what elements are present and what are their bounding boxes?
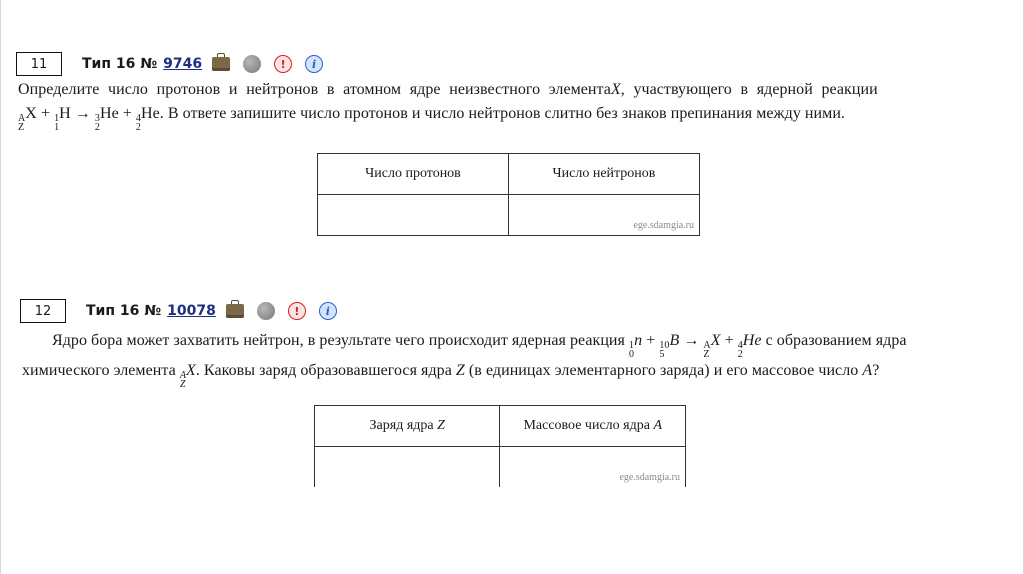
column-header: Число нейтронов <box>508 154 699 195</box>
problem-text <box>18 78 1008 132</box>
warning-icon[interactable]: ! <box>288 302 306 320</box>
problem-header <box>16 52 336 76</box>
plus-sign: + <box>118 105 136 122</box>
problem-number: 12 <box>20 299 66 323</box>
text-line: . Каковы заряд образовавшегося ядра <box>195 362 452 379</box>
warning-icon[interactable]: ! <box>274 55 292 73</box>
plus-sign: + <box>642 332 660 349</box>
gray-circle-icon[interactable] <box>243 55 261 73</box>
text-line: с образованием ядра <box>761 332 907 349</box>
text-line: Определите число протонов и нейтронов в атомном ядре неизвестного элемента <box>18 81 611 98</box>
nuclide: A Z X <box>703 332 721 360</box>
info-icon[interactable]: i <box>319 302 337 320</box>
arrow: → <box>70 105 95 122</box>
answer-cell[interactable] <box>508 195 699 236</box>
problem-text <box>22 329 992 389</box>
text-line: . В ответе запишите число протонов и число нейтронов слитно без знаков препинания между ними. <box>159 105 845 122</box>
nuclide: A Z X <box>179 362 196 390</box>
text-line: химического элемента <box>22 362 176 379</box>
text-line: , участвующего в ядерной реакции <box>620 81 878 98</box>
var-a: A <box>862 362 873 379</box>
answer-cell[interactable] <box>500 447 686 488</box>
text-line: (в единицах элементарного заряда) и его массовое число <box>468 362 859 379</box>
var-z: Z <box>455 362 465 379</box>
nuclide: 1 1 H <box>54 105 71 133</box>
nuclide: 4 2 He <box>135 105 160 133</box>
text-line: Ядро бора может захватить нейтрон, в результате чего происходит ядерная реакция <box>52 332 625 349</box>
watermark: ege.sdamgia.ru <box>619 472 680 483</box>
arrow: → <box>679 332 704 349</box>
problem-header <box>20 299 350 323</box>
watermark: ege.sdamgia.ru <box>633 220 694 231</box>
plus-sign: + <box>720 332 738 349</box>
problem-number: 11 <box>16 52 62 76</box>
info-icon[interactable]: i <box>305 55 323 73</box>
briefcase-icon[interactable] <box>226 302 244 320</box>
problem-type: Тип 16 № <box>82 56 158 72</box>
answer-table <box>314 405 686 487</box>
answer-cell[interactable] <box>315 447 500 488</box>
nuclide: 10 5 B <box>659 332 680 360</box>
problem-type: Тип 16 № <box>86 303 162 319</box>
column-header: Заряд ядра Z <box>315 406 500 447</box>
briefcase-icon[interactable] <box>212 55 230 73</box>
nuclide: A Z X <box>18 105 37 133</box>
nuclide: 4 2 He <box>737 332 762 360</box>
column-header: Число протонов <box>318 154 509 195</box>
text-line: ? <box>872 362 880 379</box>
plus-sign: + <box>36 105 55 122</box>
var-x: X <box>610 81 621 98</box>
problem-id-link[interactable]: 9746 <box>163 56 203 72</box>
problem-id-link[interactable]: 10078 <box>167 303 216 319</box>
column-header: Массовое число ядра A <box>500 406 686 447</box>
answer-table <box>317 153 700 236</box>
answer-cell[interactable] <box>318 195 509 236</box>
nuclide: 3 2 He <box>94 105 119 133</box>
gray-circle-icon[interactable] <box>257 302 275 320</box>
nuclide: 1 0 n <box>629 332 643 360</box>
